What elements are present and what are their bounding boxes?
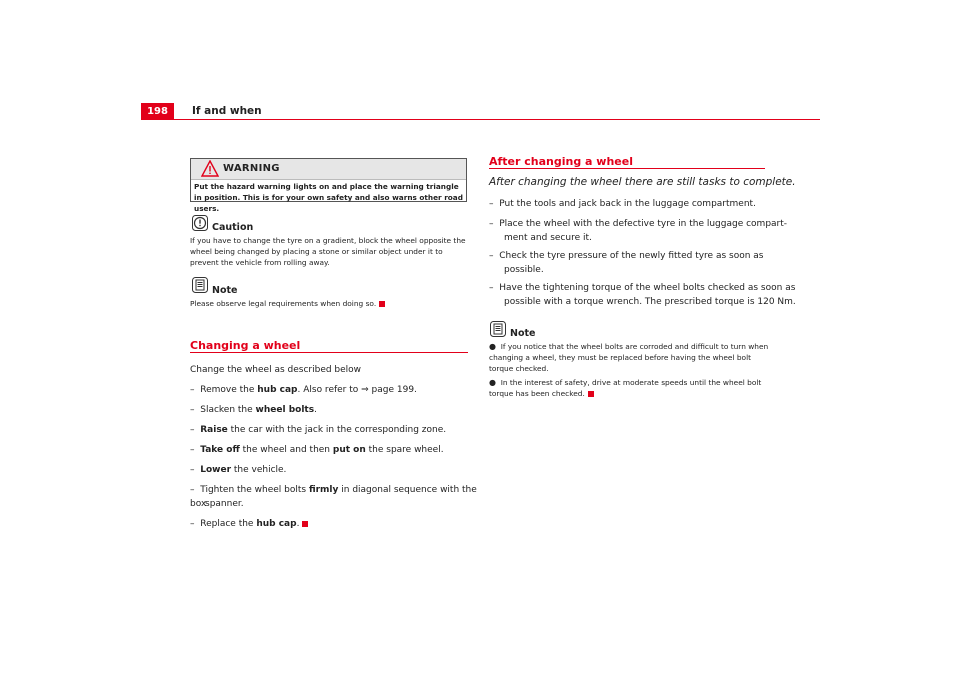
- step-text: Put the tools and jack back in the luggage compartment.: [499, 199, 756, 209]
- note-text-left-content: Please observe legal requirements when doing so.: [190, 299, 377, 308]
- changing-heading-rule: [190, 352, 468, 353]
- note-title-left: Note: [212, 285, 238, 296]
- step-2: [190, 403, 480, 417]
- section-title: If and when: [192, 105, 262, 117]
- step-text: .: [314, 405, 317, 415]
- header-rule: [141, 119, 820, 120]
- after-heading-rule: [489, 168, 765, 169]
- step-text: Place the wheel with the defective tyre in the luggage compart-: [499, 219, 788, 229]
- note-title-right: Note: [510, 328, 536, 339]
- bullet-icon: ●: [489, 378, 496, 387]
- step-text: Tighten the wheel bolts: [200, 485, 309, 495]
- step-5: [190, 463, 480, 477]
- after-step-4-cont: possible with a torque wrench. The prescribed torque is 120 Nm.: [504, 297, 796, 307]
- after-subtitle: After changing the wheel there are still tasks to complete.: [489, 176, 796, 188]
- caution-text: If you have to change the tyre on a gradient, block the wheel opposite the wheel being changed by placing a stone or similar object under it to prevent the vehicle from rolling away.: [190, 236, 466, 267]
- warning-triangle-icon: [201, 160, 219, 177]
- step-bold: Lower: [200, 465, 232, 475]
- dash: –: [190, 385, 195, 395]
- note-bullet-text: If you notice that the wheel bolts are corroded and difficult to turn when changing a wheel, they must be replaced before having the wheel bolt torque checked.: [489, 342, 769, 373]
- note-icon: [192, 277, 208, 293]
- caution-icon: [192, 215, 208, 231]
- after-step-4: [489, 281, 795, 295]
- step-text: the vehicle.: [231, 465, 287, 475]
- warning-title: WARNING: [223, 163, 280, 174]
- dash: –: [190, 425, 195, 435]
- note-bullet-1: [489, 341, 769, 374]
- step-text: .: [296, 519, 300, 529]
- dash: –: [489, 251, 494, 261]
- step-6-cont: spanner.: [205, 499, 244, 509]
- warning-box: [190, 158, 467, 213]
- dash: –: [190, 519, 195, 529]
- step-text: the car with the jack in the corresponding zone.: [227, 425, 447, 435]
- dash: –: [489, 199, 494, 209]
- after-step-3: [489, 249, 764, 263]
- end-mark: [302, 521, 308, 527]
- step-text: Slacken the: [200, 405, 256, 415]
- step-text: the wheel and then: [239, 445, 333, 455]
- bullet-icon: ●: [489, 342, 496, 351]
- step-bold: hub cap: [257, 385, 298, 395]
- changing-intro: Change the wheel as described below: [190, 365, 362, 375]
- step-bold: put on: [332, 445, 366, 455]
- step-text: the spare wheel.: [365, 445, 444, 455]
- after-step-2-cont: ment and secure it.: [504, 233, 592, 243]
- step-text: Remove the: [200, 385, 258, 395]
- dash: –: [190, 445, 195, 455]
- step-text: Have the tightening torque of the wheel bolts checked as soon as: [499, 283, 796, 293]
- step-3: [190, 423, 480, 437]
- note-bullet-2: [489, 377, 769, 399]
- dash: –: [190, 465, 195, 475]
- dash: –: [489, 219, 494, 229]
- step-text: . Also refer to ⇒ page 199.: [297, 385, 417, 395]
- step-bold: wheel bolts: [255, 405, 315, 415]
- dash: –: [190, 405, 195, 415]
- after-step-3-cont: possible.: [504, 265, 544, 275]
- dash: –: [489, 283, 494, 293]
- note-text-left: [190, 298, 385, 309]
- step-bold: Raise: [200, 425, 228, 435]
- note-icon: [490, 321, 506, 337]
- step-4: [190, 443, 480, 457]
- step-bold: Take off: [200, 445, 240, 455]
- after-step-2: [489, 217, 787, 231]
- warning-header: [191, 159, 466, 180]
- changing-heading: Changing a wheel: [190, 339, 301, 352]
- end-mark: [379, 301, 385, 307]
- step-bold: firmly: [308, 485, 339, 495]
- note-bullet-text: In the interest of safety, drive at moderate speeds until the wheel bolt torque has been checked.: [489, 378, 762, 398]
- caution-title: Caution: [212, 222, 254, 233]
- dash: –: [190, 485, 195, 495]
- page-number: 198: [141, 103, 174, 120]
- step-bold: hub cap: [256, 519, 297, 529]
- step-7: [190, 517, 480, 531]
- after-heading: After changing a wheel: [489, 155, 633, 168]
- warning-text: Put the hazard warning lights on and place the warning triangle in position. This is for your own safety and also warns other road users.: [194, 182, 463, 213]
- after-step-1: [489, 197, 756, 211]
- step-text: in diagonal sequence with the box: [190, 485, 477, 509]
- end-mark: [588, 391, 594, 397]
- step-text: Replace the: [200, 519, 257, 529]
- step-text: Check the tyre pressure of the newly fitted tyre as soon as: [499, 251, 764, 261]
- step-1: [190, 383, 480, 397]
